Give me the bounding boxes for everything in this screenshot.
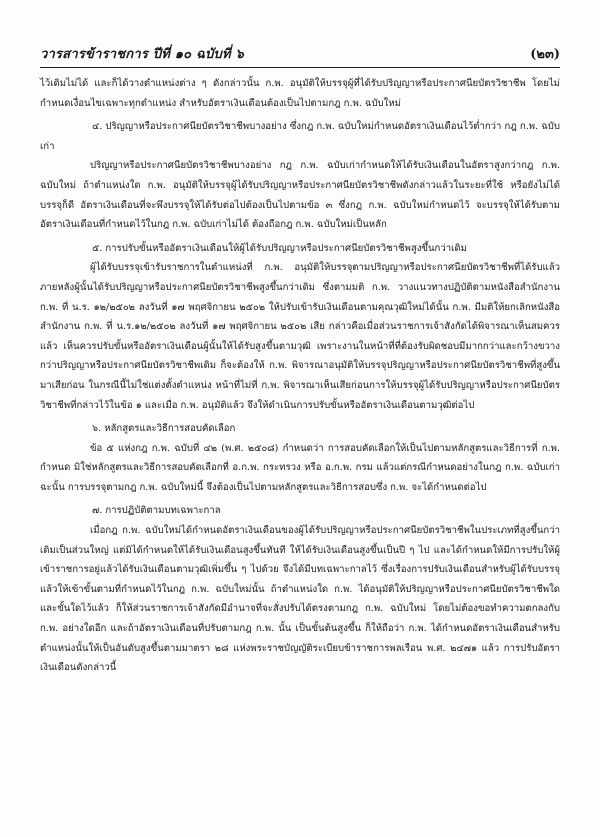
section-heading-6: ๖. หลักสูตรและวิธีการสอบคัดเลือก (92, 423, 236, 435)
paragraph-section-4: ปริญญาหรือประกาศนียบัตรวิชาชีพบางอย่าง กฎ ก.พ. ฉบับเก่ากำหนดให้ได้รับเงินเดือนในอัตราสูงกว่ากฎ ก.พ. ฉบับใหม่ ถ้าตำแหน่งใด ก.พ. อนุมัติให้บรรจุผู้ได้รับปริญญาหรือประกาศนียบัตรวิชาชีพดังกล่าวแล้วในระยะที่ใช้ หรือยังไม่ได้บรรจุก็ดี อัตราเงินเดือนที่จะพึงบรรจุให้ได้รับต่อไปต้องเป็นไปตามข้อ ๓ ซึ่งกฎ ก.พ. ฉบับใหม่กำหนดไว้ จะบรรจุให้ได้รับตามอัตราเงินเดือนที่กำหนดไว้ในกฎ ก.พ. ฉบับเก่าไม่ได้ ต้องถือกฎ ก.พ. ฉบับใหม่เป็นหลัก (40, 160, 560, 231)
journal-title: วารสารข้าราชการ ปีที่ ๑๐ ฉบับที่ ๖ (40, 47, 244, 62)
paragraph-continuation: ไว้เดิมไม่ได้ และก็ได้วางตำแหน่งต่าง ๆ ดังกล่าวนั้น ก.พ. อนุมัติให้บรรจุผู้ที่ได้รับปริญญาหรือประกาศนียบัตรวิชาชีพ โดยไม่กำหนดเงื่อนไขเฉพาะทุกตำแหน่ง สำหรับอัตราเงินเดือนต้องเป็นไปตามกฎ ก.พ. ฉบับใหม่ (40, 78, 560, 109)
document-body (40, 74, 560, 817)
section-heading-7: ๗. การปฏิบัติตามบทเฉพาะกาล (92, 505, 221, 517)
section-heading-5: ๕. การปรับขั้นหรืออัตราเงินเดือนให้ผู้ได้รับปริญญาหรือประกาศนียบัตรวิชาชีพสูงขึ้นกว่าเดิม (92, 242, 467, 254)
section-heading-4: ๔. ปริญญาหรือประกาศนียบัตรวิชาชีพบางอย่าง ซึ่งกฎ ก.พ. ฉบับใหม่กำหนดอัตราเงินเดือนไว้ต่ำกว่า กฎ ก.พ. ฉบับเก่า (40, 121, 560, 152)
page-number: (๒๓) (530, 47, 560, 62)
page-header (40, 34, 560, 68)
paragraph-section-7: เมื่อกฎ ก.พ. ฉบับใหม่ได้กำหนดอัตราเงินเดือนของผู้ได้รับปริญญาหรือประกาศนียบัตรวิชาชีพในประเภทที่สูงขึ้นกว่าเดิมเป็นส่วนใหญ่ แต่มิได้กำหนดให้ได้รับเงินเดือนสูงขึ้นทันที ให้ได้รับเงินเดือนสูงขึ้นเป็นปี ๆ ไป และได้กำหนดให้มีการปรับให้ผู้เข้าราชการอยู่แล้วได้รับเงินเดือนตามวุฒิเพิ่มขึ้น ๆ ไปด้วย จึงได้มีบทเฉพาะกาลไว้ ซึ่งเรื่องการปรับเงินเดือนสำหรับผู้ได้รับบรรจุแล้วให้เข้าขั้นตามที่กำหนดไว้ในกฎ ก.พ. ฉบับใหม่นั้น ถ้าตำแหน่งใด ก.พ. ได้อนุมัติให้ปริญญาหรือประกาศนียบัตรวิชาชีพใดและขั้นใดไว้แล้ว ก็ให้ส่วนราชการเจ้าสังกัดมีอำนาจที่จะสั่งปรับได้ตรงตามกฎ ก.พ. ฉบับใหม่ โดยไม่ต้องขอทำความตกลงกับ ก.พ. อย่างใดอีก และถ้าอัตราเงินเดือนที่ปรับตามกฎ ก.พ. นั้น เป็นขั้นต้นสูงขึ้น ก็ให้ถือว่า ก.พ. ได้กำหนดอัตราเงินเดือนสำหรับตำแหน่งนั้นให้เป็นอันดับสูงขึ้นตามมาตรา ๒๘ แห่งพระราชบัญญัติระเบียบข้าราชการพลเรือน พ.ศ. ๒๔๗๑ แล้ว การปรับอัตราเงินเดือนดังกล่าวนี้ (40, 525, 560, 674)
paragraph-section-5: ผู้ได้รับบรรจุเข้ารับราชการในตำแหน่งที่ ก.พ. อนุมัติให้บรรจุตามปริญญาหรือประกาศนียบัตรวิชาชีพที่ได้รับแล้ว ภายหลังผู้นั้นได้รับปริญญาหรือประกาศนียบัตรวิชาชีพสูงขึ้นกว่าเดิม ซึ่งตามมติ ก.พ. วางแนวทางปฏิบัติตามหนังสือสำนักงาน ก.พ. ที่ น.ร. ๑๒/๒๕๐๒ ลงวันที่ ๑๗ พฤศจิกายน ๒๕๐๒ ให้ปรับเข้ารับเงินเดือนตามคุณวุฒิใหม่ได้นั้น ก.พ. มีมติให้ยกเลิกหนังสือสำนักงาน ก.พ. ที่ น.ร.๑๒/๒๕๐๒ ลงวันที่ ๑๗ พฤศจิกายน ๒๕๐๒ เสีย กล่าวคือเมื่อส่วนราชการเจ้าสังกัดได้พิจารณาเห็นสมควรแล้ว เห็นควรปรับขั้นหรืออัตราเงินเดือนผู้นั้นให้ได้รับสูงขึ้นตามวุฒิ เพราะงานในหน้าที่ที่ต้องรับผิดชอบมีมากกว่าและกว้างขวางกว่าปริญญาหรือประกาศนียบัตรวิชาชีพเดิม ก็จะต้องให้ ก.พ. พิจารณาอนุมัติให้บรรจุปริญญาหรือประกาศนียบัตรวิชาชีพที่สูงขึ้นมาเสียก่อน ในกรณีนี้ไม่ใช่แต่งตั้งตำแหน่ง หน้าที่ไม่ที่ ก.พ. พิจารณาเห็นเสียก่อนการให้บรรจุผู้ได้รับปริญญาหรือประกาศนียบัตรวิชาชีพที่กล่าวไว้ในข้อ ๑ และเมื่อ ก.พ. อนุมัติแล้ว จึงให้ดำเนินการปรับขั้นหรืออัตราเงินเดือนตามวุฒิต่อไป (40, 262, 560, 411)
paragraph-section-6: ข้อ ๕ แห่งกฎ ก.พ. ฉบับที่ ๔๒ (พ.ศ. ๒๕๐๘) กำหนดว่า การสอบคัดเลือกให้เป็นไปตามหลักสูตรและวิธีการที่ ก.พ. กำหนด มิใช่หลักสูตรและวิธีการสอบคัดเลือกที่ อ.ก.พ. กระทรวง หรือ อ.ก.พ. กรม แล้วแต่กรณีกำหนดอย่างในกฎ ก.พ. ฉบับเก่า ฉะนั้น การบรรจุตามกฎ ก.พ. ฉบับใหม่นี้ จึงต้องเป็นไปตามหลักสูตรและวิธีการสอบซึ่ง ก.พ. จะได้กำหนดต่อไป (40, 442, 560, 493)
